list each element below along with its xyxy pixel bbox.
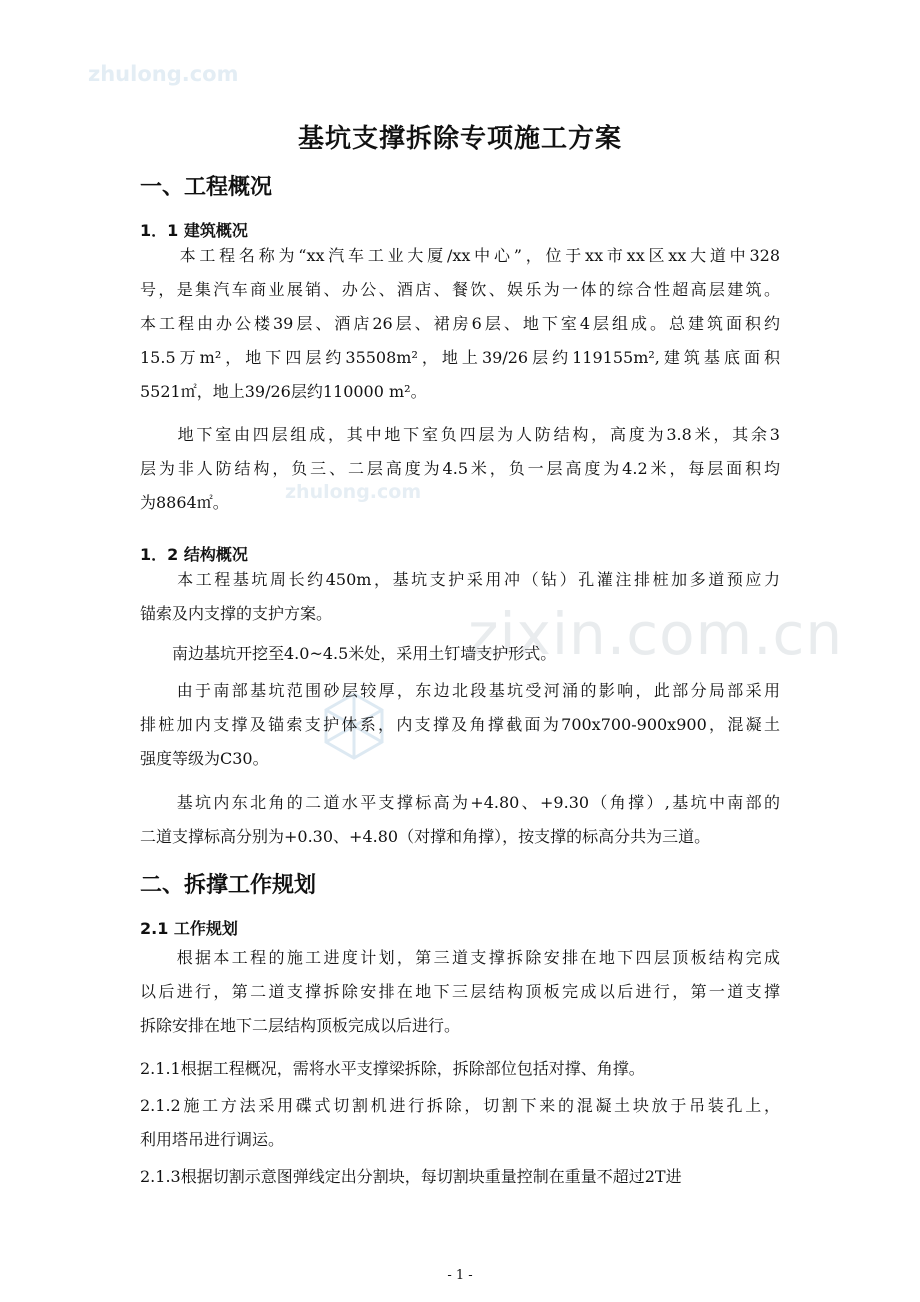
- paragraph: [140, 563, 780, 631]
- paragraph: [140, 637, 780, 671]
- text-line: 本工程名称为“xx汽车工业大厦/xx中心”，位于xx市xx区xx大道中328: [140, 246, 780, 265]
- watermark-zhulong-top: zhulong.com: [88, 62, 239, 86]
- text-line: 5521㎡，地上39/26层约110000 m²。: [140, 382, 427, 401]
- list-item: [140, 1089, 780, 1157]
- document-title: 基坑支撑拆除专项施工方案: [297, 124, 622, 154]
- subsection-1-2-heading: 1．2 结构概况: [140, 545, 248, 564]
- text-line: 号，是集汽车商业展销、办公、酒店、餐饮、娱乐为一体的综合性超高层建筑。: [140, 280, 780, 299]
- paragraph: [140, 786, 780, 854]
- list-item: [140, 1160, 780, 1194]
- section-2-heading: 二、拆撑工作规划: [140, 873, 317, 898]
- text-line: 2.1.1根据工程概况，需将水平支撑梁拆除，拆除部位包括对撑、角撑。: [140, 1059, 645, 1078]
- list-item: [140, 1052, 780, 1086]
- watermark-zhulong-mid: zhulong.com: [285, 481, 422, 503]
- watermark-zixin: zixin.com.cn: [468, 600, 844, 668]
- text-line: 二道支撑标高分别为+0.30、+4.80（对撑和角撑），按支撑的标高分共为三道。: [140, 827, 711, 846]
- text-line: 15.5万m²，地下四层约35508m²，地上39/26层约119155m²,建筑基底面积: [140, 348, 780, 367]
- text-line: 2.1.2施工方法采用碟式切割机进行拆除，切割下来的混凝土块放于吊装孔上，: [140, 1096, 780, 1115]
- paragraph: [140, 674, 780, 776]
- paragraph: [140, 418, 780, 520]
- text-line: 为8864㎡。: [140, 493, 229, 512]
- subsection-2-1-heading: 2.1 工作规划: [140, 919, 238, 938]
- text-line: 强度等级为C30。: [140, 749, 269, 768]
- paragraph: [140, 239, 780, 409]
- text-line: 地下室由四层组成，其中地下室负四层为人防结构，高度为3.8米，其余3: [140, 425, 780, 444]
- text-line: 由于南部基坑范围砂层较厚，东边北段基坑受河涌的影响，此部分局部采用: [140, 681, 780, 700]
- text-line: 本工程基坑周长约450m，基坑支护采用冲（钻）孔灌注排桩加多道预应力: [140, 570, 780, 589]
- text-line: 基坑内东北角的二道水平支撑标高为+4.80、+9.30（角撑）,基坑中南部的: [140, 793, 780, 812]
- text-line: 本工程由办公楼39层、酒店26层、裙房6层、地下室4层组成。总建筑面积约: [140, 314, 780, 333]
- text-line: 拆除安排在地下二层结构顶板完成以后进行。: [140, 1016, 461, 1035]
- page-number: - 1 -: [447, 1268, 473, 1283]
- text-line: 层为非人防结构，负三、二层高度为4.5米，负一层高度为4.2米，每层面积均: [140, 459, 780, 478]
- paragraph: [140, 941, 780, 1043]
- text-line: 利用塔吊进行调运。: [140, 1130, 285, 1149]
- text-line: 以后进行，第二道支撑拆除安排在地下三层结构顶板完成以后进行，第一道支撑: [140, 982, 780, 1001]
- section-1-heading: 一、工程概况: [140, 175, 273, 200]
- text-line: 锚索及内支撑的支护方案。: [140, 604, 333, 623]
- text-line: 2.1.3根据切割示意图弹线定出分割块，每切割块重量控制在重量不超过2T进: [140, 1167, 682, 1186]
- text-line: 排桩加内支撑及锚索支护体系，内支撑及角撑截面为700x700-900x900，混凝土: [140, 715, 780, 734]
- subsection-1-1-heading: 1．1 建筑概况: [140, 221, 248, 240]
- text-line: 根据本工程的施工进度计划，第三道支撑拆除安排在地下四层顶板结构完成: [140, 948, 780, 967]
- text-line: 南边基坑开挖至4.0~4.5米处，采用土钉墙支护形式。: [140, 644, 557, 663]
